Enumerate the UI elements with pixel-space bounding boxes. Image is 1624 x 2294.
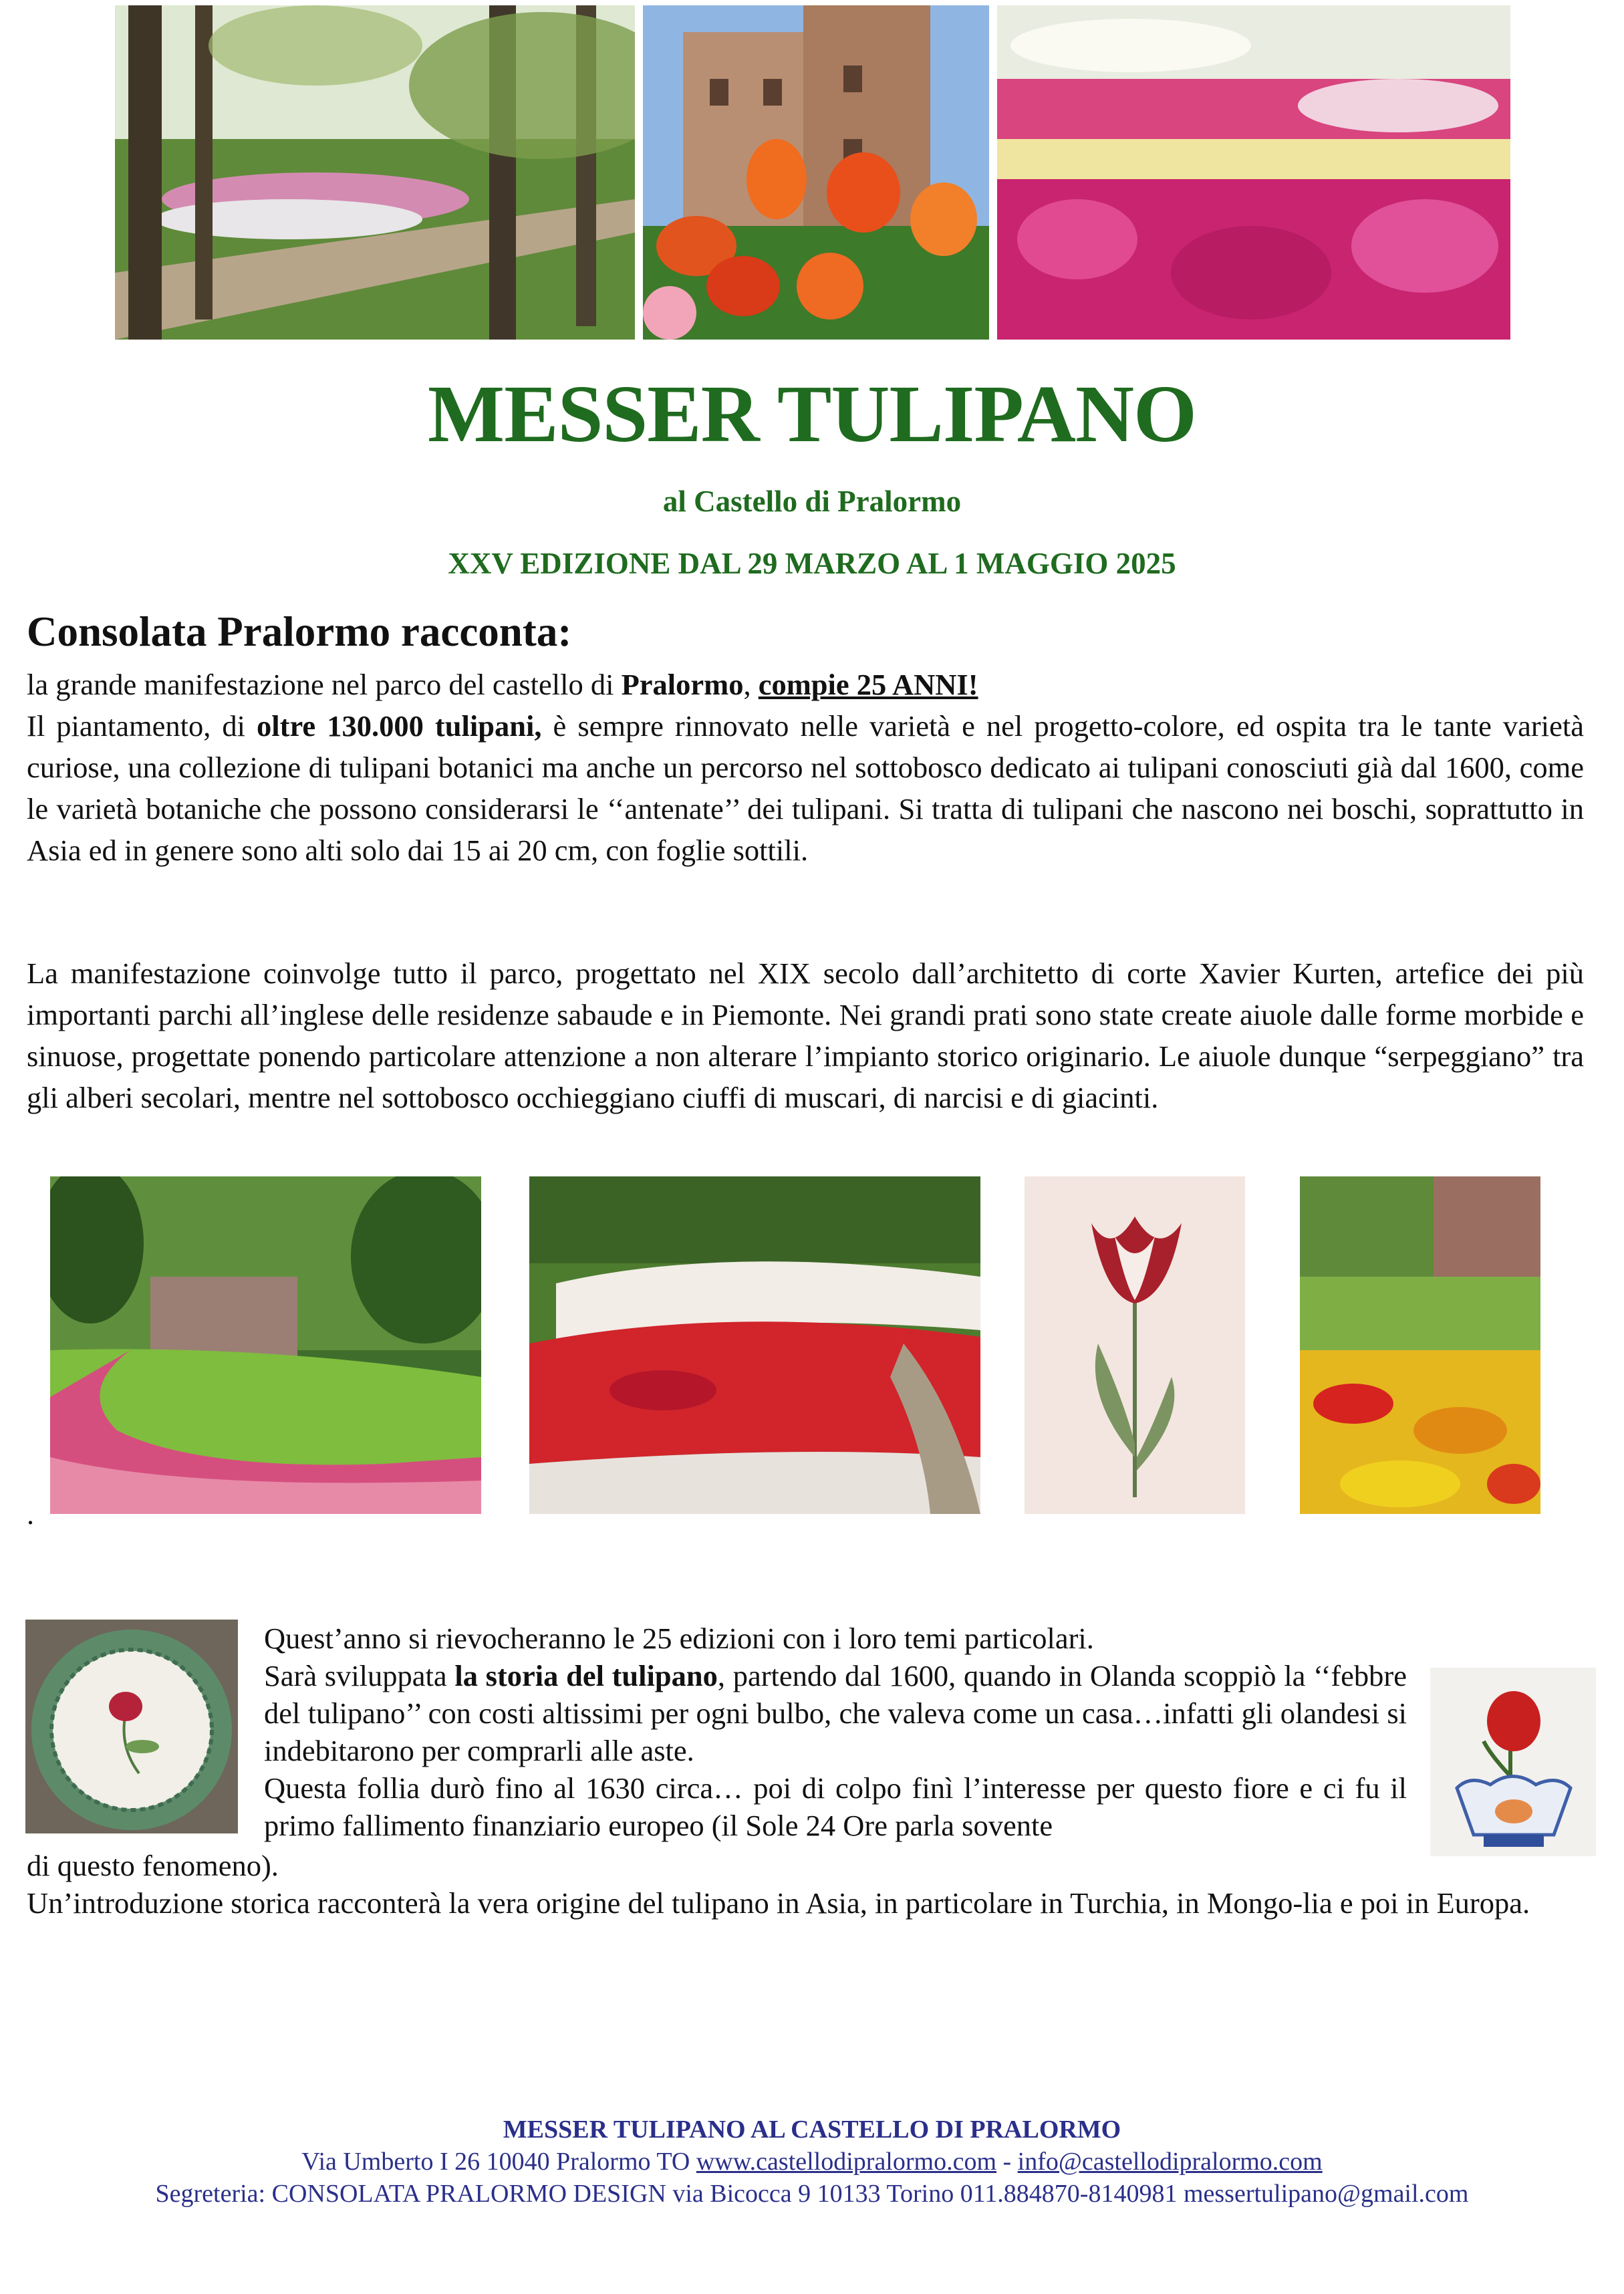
footer-address: Via Umberto I 26 10040 Pralormo TO — [301, 2148, 696, 2176]
history-paragraph-3: Questa follia durò fino al 1630 circa… poi di colpo finì l’interesse per questo fiore e ci fu il primo fallimento finanziario europeo (il Sole 24 Ore parla sovente — [264, 1771, 1407, 1842]
separator-dot: . — [27, 1498, 34, 1531]
intro-anniversary: compie 25 ANNI! — [758, 668, 978, 701]
website-link[interactable]: www.castellodipralormo.com — [696, 2148, 997, 2176]
history-bold-topic: la storia del tulipano — [454, 1659, 718, 1692]
red-white-beds-photo — [529, 1176, 980, 1514]
park-avenue-photo — [115, 5, 635, 340]
history-paragraph-5: Un’introduzione storica racconterà la vera origine del tulipano in Asia, in particolare in Turchia, in Mongo-lia e poi in Europa. — [27, 1886, 1530, 1920]
castle-tulips-photo — [643, 5, 989, 340]
subtitle-location: al Castello di Pralormo — [662, 485, 962, 518]
tulip-illustration — [1025, 1176, 1245, 1514]
history-line-1: Quest’anno si rievocheranno le 25 edizioni con i loro temi particolari. — [264, 1622, 1094, 1655]
intro-text: è sempre rinnovato nelle varietà e nel progetto-colore, ed ospita tra le tante varietà curiose, una collezione di tulipani botanici ma anche un percorso nel sottobosco dedicato ai tulipani conosciuti già dal 1600, come le varietà botaniche che possono considerarsi le ‘‘antenate’’ dei tulipani. Si tratta di tulipani che nascono nei boschi, soprattutto in Asia ed in genere sono alti solo dai 15 ai 20 cm, con foglie sottili. — [27, 709, 1584, 867]
intro-bold-tulip-count: oltre 130.000 tulipani, — [257, 709, 542, 743]
email-link[interactable]: info@castellodipralormo.com — [1017, 2148, 1323, 2176]
intro-text: la grande manifestazione nel parco del castello di — [27, 668, 622, 701]
park-flowerbeds-photo — [50, 1176, 481, 1514]
decorated-plate-photo — [25, 1620, 238, 1833]
intro-text: , — [743, 668, 759, 701]
footer-secretariat: Segreteria: CONSOLATA PRALORMO DESIGN via Bicocca 9 10133 Torino 011.884870-8140981 messertulipano@gmail.com — [155, 2180, 1469, 2208]
intro-text: Il piantamento, di — [27, 709, 257, 743]
footer-contacts — [0, 2146, 1624, 2178]
intro-bold-pralormo: Pralormo — [621, 668, 744, 701]
intro-paragraph-3: La manifestazione coinvolge tutto il parco, progettato nel XIX secolo dall’architetto di corte Xavier Kurten, artefice dei più importanti parchi all’inglese delle residenze sabaude e in Piemonte. Nei grandi prati sono state create aiuole dalle forme morbide e sinuose, progettate ponendo particolare attenzione a non alterare l’impianto storico originario. Le aiuole dunque “serpeggiano” tra gli alberi secolari, mentre nel sottobosco occhieggiano ciuffi di muscari, di narcisi e di giacinti. — [27, 957, 1584, 1114]
tulip-field-photo — [997, 5, 1510, 340]
history-text: Sarà sviluppata — [264, 1659, 455, 1692]
yellow-tulips-photo — [1300, 1176, 1540, 1514]
history-text: , partendo dal 1600, quando in Olanda scoppiò la ‘‘febbre del tulipano’’ con costi altissimi per ogni bulbo, che valeva come un casa…infatti gli olandesi si indebitarono per comprarli alle aste. — [264, 1659, 1407, 1767]
history-line-4: di questo fenomeno). — [27, 1849, 279, 1882]
footer-separator: - — [996, 2148, 1018, 2176]
tulip-vase-photo — [1430, 1668, 1596, 1856]
intro-heading: Consolata Pralormo racconta: — [27, 608, 572, 655]
footer-title: MESSER TULIPANO AL CASTELLO DI PRALORMO — [503, 2116, 1121, 2144]
page-title: MESSER TULIPANO — [428, 369, 1196, 459]
edition-dates: XXV EDIZIONE DAL 29 MARZO AL 1 MAGGIO 2025 — [448, 547, 1176, 580]
history-paragraph-2 — [264, 1657, 1407, 1769]
intro-paragraph-2 — [27, 705, 1584, 871]
intro-paragraph-1 — [27, 664, 1584, 705]
